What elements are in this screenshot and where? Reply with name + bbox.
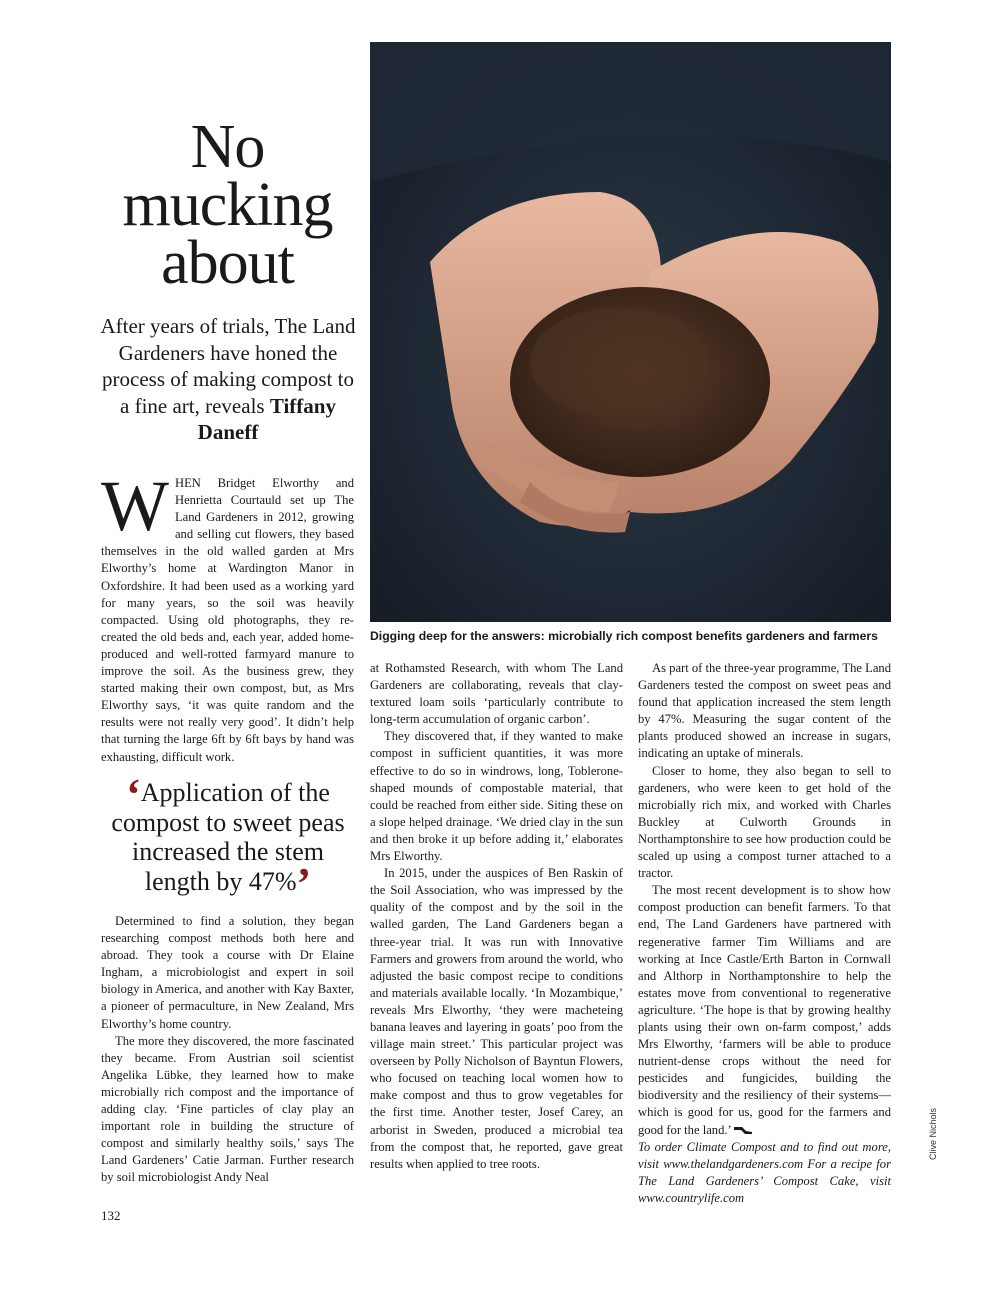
headline-line-1: No — [190, 113, 265, 181]
standfirst-text: After years of trials, The Land Gardeners have honed the process of making compost to a fine art, reveals — [100, 314, 356, 418]
body-paragraph: Determined to find a solution, they began researching compost methods both here and abroad. They took a course with Dr Elaine Ingham, a microbiologist and expert in soil biology in America, and another with Kay Baxter, a pioneer of permaculture, in New Zealand, Mrs Elworthy’s home country. — [101, 914, 354, 1031]
body-column-1-top — [101, 466, 354, 766]
ordering-info: To order Climate Compost and to find out more, visit www.thelandgardeners.com For a recipe for The Land Gardeners’ Compost Cake, visit www.countrylife.com — [638, 1139, 891, 1205]
page-number: 132 — [101, 1208, 121, 1223]
photo-caption: Digging deep for the answers: microbially rich compost benefits gardeners and farmers — [370, 629, 878, 643]
body-paragraph: In 2015, under the auspices of Ben Raskin of the Soil Association, who was impressed by the quality of the compost and by the soil in the walled garden, The Land Gardeners began a three-year trial. It was run with Innovative Farmers and growers from around the world, who adjusted the basic compost recipe to conditions and materials available locally. ‘In Mozambique,’ reveals Mrs Elworthy, ‘they were macheteing banana leaves and layering in goats’ poo from the village main street.’ This particular project was overseen by Polly Nicholson of Bayntun Flowers, who focused on teaching local women how to make compost and thus to grow vegetables for the first time. Another tester, Josef Carey, an arborist in Sweden, produced a microbial tea from the compost that, he reported, gave great results when applied to tree roots. — [370, 866, 623, 1171]
body-paragraph: The more they discovered, the more fascinated they became. From Austrian soil scientist Angelika Lübke, they learned how to make microbially rich compost and the importance of adding clay. ‘Fine particles of clay play an important role in building the structure of compost and similarly healthy soils,’ says The Land Gardeners’ Catie Jarman. Further research by soil microbiologist Andy Neal — [101, 1033, 354, 1185]
standfirst — [98, 313, 358, 446]
body-paragraph: They discovered that, if they wanted to make compost in sufficient quantities, it was more effective to do so in windrows, long, Toblerone-shaped mounds of compostable material, that could be reached from either side. Siting these on a slope helped drainage. ‘We dried clay in the sun and then broke it up before adding it,’ elaborates Mrs Elworthy. — [370, 729, 623, 864]
compost-hands-illustration — [370, 42, 891, 622]
end-mark-icon — [734, 1125, 752, 1135]
body-column-2 — [370, 660, 623, 1173]
body-paragraph — [101, 466, 354, 766]
pull-quote-open-mark: ‘ — [126, 770, 141, 819]
byline: Tiffany Daneff — [197, 393, 336, 444]
body-column-3 — [638, 660, 891, 1207]
pull-quote-text: Application of the compost to sweet peas increased the stem length by 47% — [111, 778, 345, 896]
headline-line-2: mucking — [122, 171, 333, 239]
pull-quote-close-mark: ’ — [296, 858, 312, 908]
body-paragraph: at Rothamsted Research, with whom The Land Gardeners are collaborating, reveals that clay-textured loam soils ‘particularly contribute to long-term accumulation of organic carbon’. — [370, 661, 623, 727]
headline — [100, 113, 355, 297]
body-paragraph-text: The most recent development is to show how compost production can benefit farmers. To that end, The Land Gardeners have partnered with regenerative farmer Tim Williams and are working at Ince Castle/Erth Barton in Cornwall and Althorp in Northamptonshire to help the estates move from conventional to regenerative agriculture. ‘The hope is that by growing healthy plants using their own on-farm compost,’ adds Mrs Elworthy, ‘farmers will be able to produce nutrient-dense crops without the need for pesticides and fungicides, building the biodiversity and the resiliency of their systems—which is good for us, good for the farmers and good for the land.’ — [638, 883, 891, 1137]
body-paragraph-text: HEN Bridget Elworthy and Henrietta Courtauld set up The Land Gardeners in 2012, growing and selling cut flowers, they based themselves in the old walled garden at Mrs Elworthy’s home at Wardington Manor in Oxfordshire. It had been used as a working yard for many years, so the soil was heavily compacted. Using old photographs, they re-created the old beds and, each year, added home-produced and well-rotted farmyard manure to improve the soil. As the business grew, they started making their own compost, but, as Mrs Elworthy says, ‘it was quite random and the results were not really very good’. It didn’t help that turning the large 6ft by 6ft bays by hand was exhausting, difficult work. — [101, 476, 354, 764]
body-paragraph: Closer to home, they also began to sell to gardeners, who were keen to get hold of the microbially rich mix, and worked with Charles Buckley at Culworth Grounds in Northamptonshire to see how production could be scaled up using a compost turner attached to a tractor. — [638, 763, 891, 881]
pull-quote — [98, 770, 358, 908]
compost-hands-photo — [370, 42, 891, 622]
body-paragraph — [638, 882, 891, 1138]
body-column-1-bottom — [101, 913, 354, 1187]
drop-cap: W — [101, 466, 169, 546]
body-paragraph: As part of the three-year programme, The Land Gardeners tested the compost on sweet peas and found that application increased the stem length by 47%. Measuring the sugar content of the plants produced showed an increase in sugars, indicating an uptake of minerals. — [638, 661, 891, 761]
headline-line-3: about — [161, 229, 294, 297]
photo-credit: Clive Nichols — [928, 1107, 938, 1160]
